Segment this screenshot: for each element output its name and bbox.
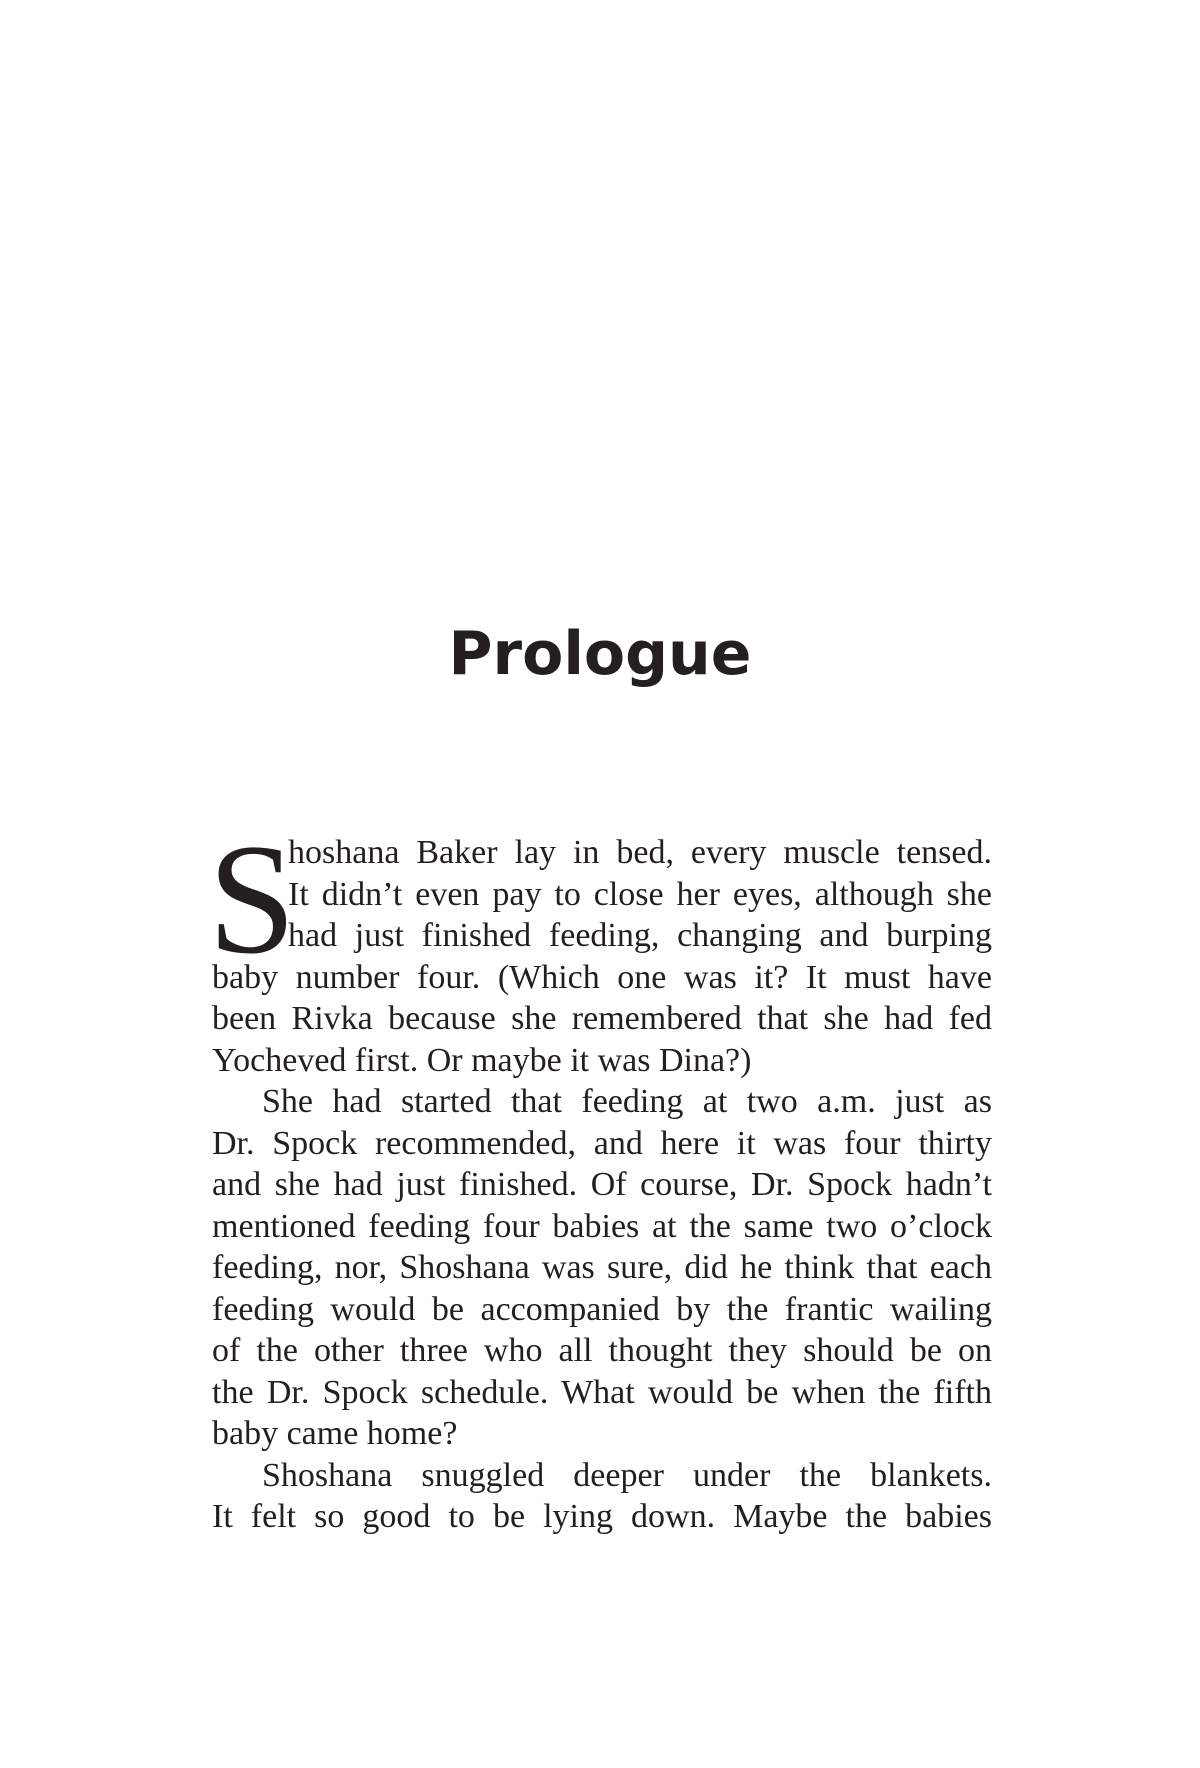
chapter-title: Prologue [448, 619, 752, 689]
text-line: baby came home? [212, 1415, 458, 1452]
text-line: It didn’t even pay to close her eyes, although she [288, 875, 992, 913]
text-line: been Rivka because she remembered that she had fed [212, 1000, 992, 1037]
body-text [208, 812, 992, 1538]
text-line: It felt so good to be lying down. Maybe the babies [212, 1498, 992, 1535]
text-line: mentioned feeding four babies at the same two o’clock [212, 1207, 992, 1245]
text-line: feeding would be accompanied by the frantic wailing [212, 1290, 992, 1328]
text-line: and she had just finished. Of course, Dr. Spock hadn’t [212, 1166, 992, 1203]
text-line: had just finished feeding, changing and burping [288, 917, 992, 954]
text-line: the Dr. Spock schedule. What would be when the fifth [212, 1373, 992, 1411]
text-line: of the other three who all thought they should be on [212, 1332, 992, 1369]
text-line: Dr. Spock recommended, and here it was four thirty [212, 1124, 992, 1162]
text-line: Shoshana snuggled deeper under the blankets. [262, 1456, 992, 1494]
drop-cap: S [208, 812, 296, 987]
text-line: baby number four. (Which one was it? It must have [212, 958, 992, 996]
text-line: hoshana Baker lay in bed, every muscle tensed. [288, 834, 992, 871]
text-line: She had started that feeding at two a.m. just as [262, 1083, 992, 1120]
text-line: Yocheved first. Or maybe it was Dina?) [212, 1041, 752, 1079]
text-line: feeding, nor, Shoshana was sure, did he think that each [212, 1249, 992, 1286]
